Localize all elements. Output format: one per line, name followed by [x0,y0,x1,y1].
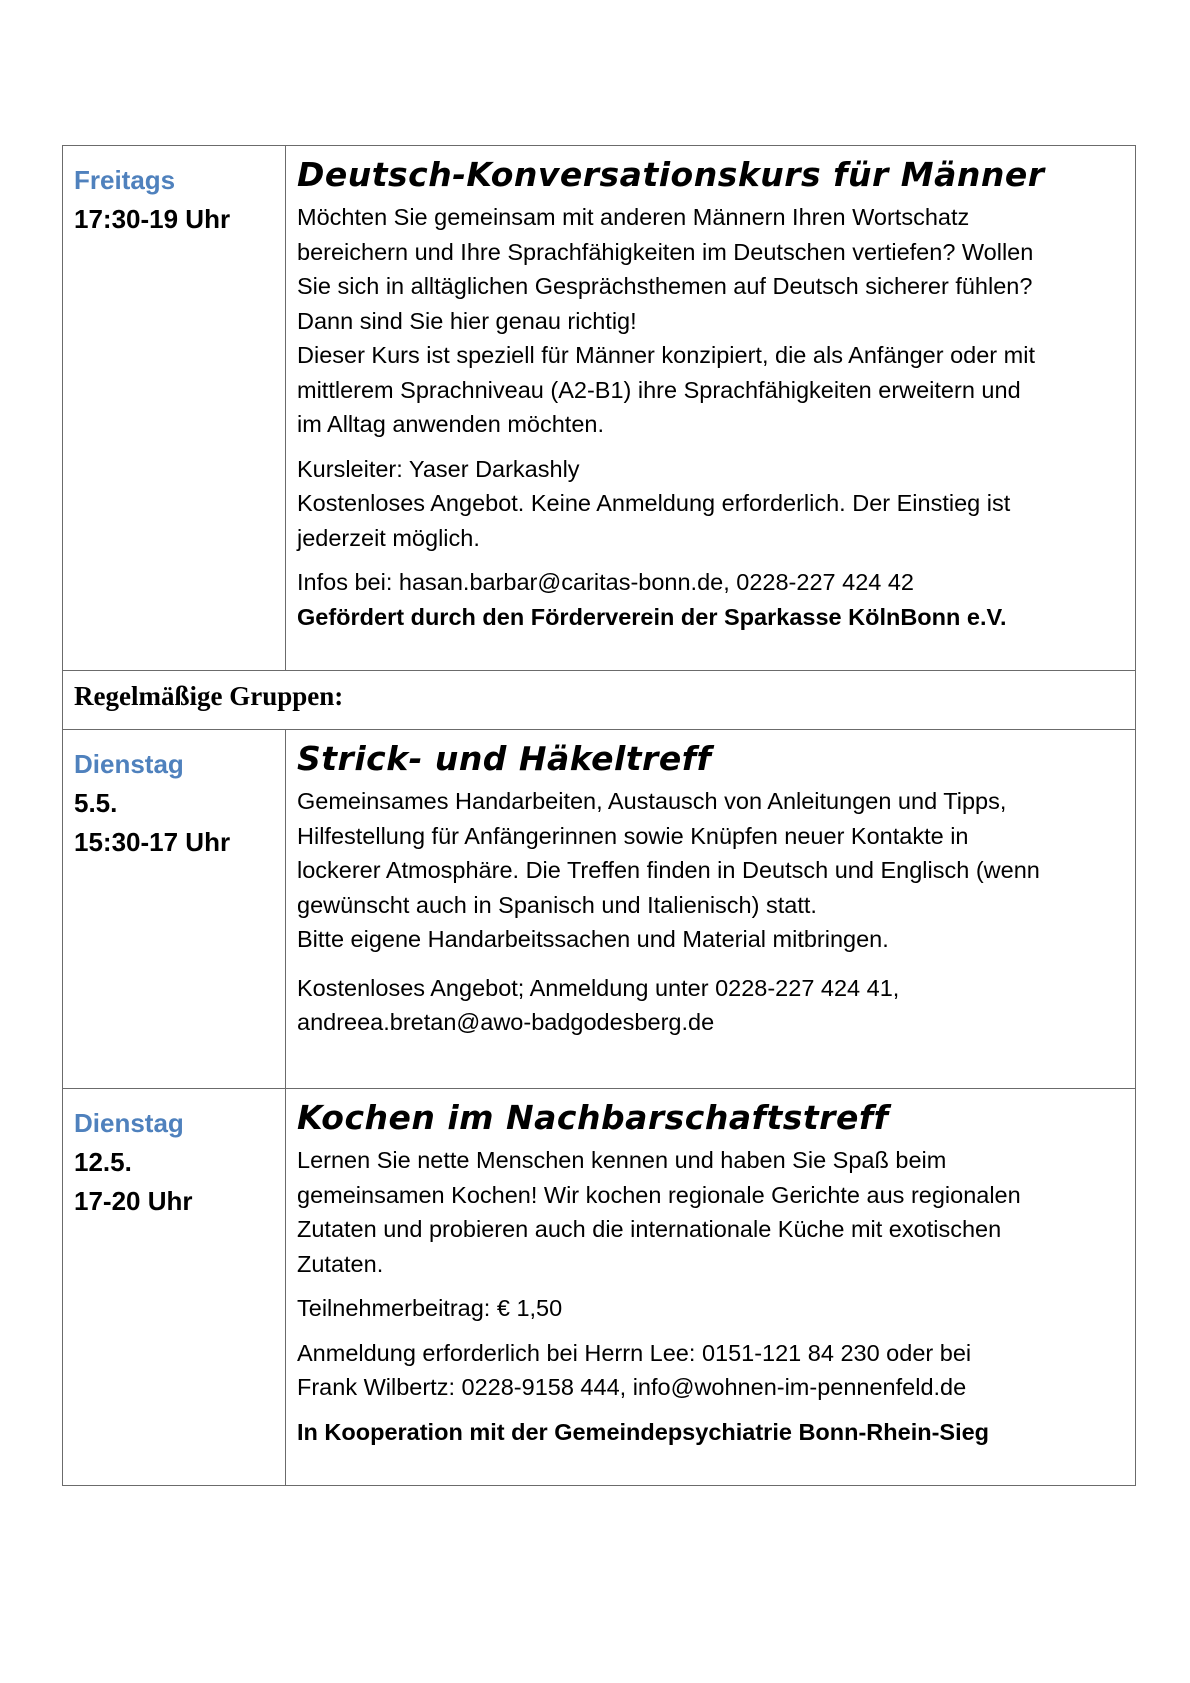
course-description: Möchten Sie gemeinsam mit anderen Männern Ihren Wortschatz bereichern und Ihre Sprachfähigkeiten im Deutschen vertiefen? Wollen Sie sich in alltäglichen Gesprächsthemen auf Deutsch sicherer fühlen? Dann sind Sie hier genau richtig! Dieser Kurs ist speziell für Männer konzipiert, die als Anfänger oder mit mittlerem Sprachniveau (A2-B1) ihre Sprachfähigkeiten erweitern und im Alltag anwenden möchten. [297,204,1035,437]
description-cell [286,146,1136,671]
course-row-conversation [63,146,1136,671]
course-title: Strick- und Häkeltreff [297,739,712,778]
course-leader-info: Kursleiter: Yaser Darkashly Kostenloses Angebot. Keine Anmeldung erforderlich. Der Einstieg ist jederzeit möglich. [297,455,1011,551]
course-contact: Kostenloses Angebot; Anmeldung unter 0228-227 424 41, andreea.bretan@awo-badgodesberg.de [297,974,900,1035]
course-day: Freitags [74,165,176,195]
sponsor-note: Gefördert durch den Förderverein der Sparkasse KölnBonn e.V. [297,603,1007,630]
course-row-knitting [63,730,1136,1089]
section-row [63,671,1136,730]
schedule-cell [63,730,286,1089]
course-title: Kochen im Nachbarschaftstreff [297,1098,889,1137]
course-contact: Infos bei: hasan.barbar@caritas-bonn.de, 0228-227 424 42 Gefördert durch den Förderverein der Sparkasse KölnBonn e.V. [297,565,1123,634]
course-row-cooking [63,1089,1136,1486]
course-day: Dienstag [74,749,184,779]
course-date: 12.5. [74,1147,132,1177]
schedule-cell [63,146,286,671]
course-date: 5.5. [74,788,118,818]
program-table [62,145,1136,1486]
schedule-cell [63,1089,286,1486]
course-description: Gemeinsames Handarbeiten, Austausch von Anleitungen und Tipps, Hilfestellung für Anfängerinnen sowie Knüpfen neuer Kontakte in lockerer Atmosphäre. Die Treffen finden in Deutsch und Englisch (wenn gewünscht auch in Spanisch und Italienisch) statt. Bitte eigene Handarbeitssachen und Material mitbringen. [297,788,1040,952]
course-time: 17-20 Uhr [74,1186,193,1216]
description-cell [286,1089,1136,1486]
course-fee: Teilnehmerbeitrag: € 1,50 [297,1295,563,1321]
cooperation-note: In Kooperation mit der Gemeindepsychiatrie Bonn-Rhein-Sieg [297,1418,990,1445]
course-time: 15:30-17 Uhr [74,827,231,857]
course-description: Lernen Sie nette Menschen kennen und haben Sie Spaß beim gemeinsamen Kochen! Wir kochen regionale Gerichte aus regionalen Zutaten und probieren auch die internationale Küche mit exotischen Zutaten. [297,1147,1021,1277]
section-heading: Regelmäßige Gruppen: [63,671,1136,730]
description-cell [286,730,1136,1089]
course-contact: Anmeldung erforderlich bei Herrn Lee: 0151-121 84 230 oder bei Frank Wilbertz: 0228-9158 444, info@wohnen-im-pennenfeld.de [297,1339,972,1400]
course-title: Deutsch-Konversationskurs für Männer [297,155,1045,194]
course-time: 17:30-19 Uhr [74,204,231,234]
course-day: Dienstag [74,1108,184,1138]
